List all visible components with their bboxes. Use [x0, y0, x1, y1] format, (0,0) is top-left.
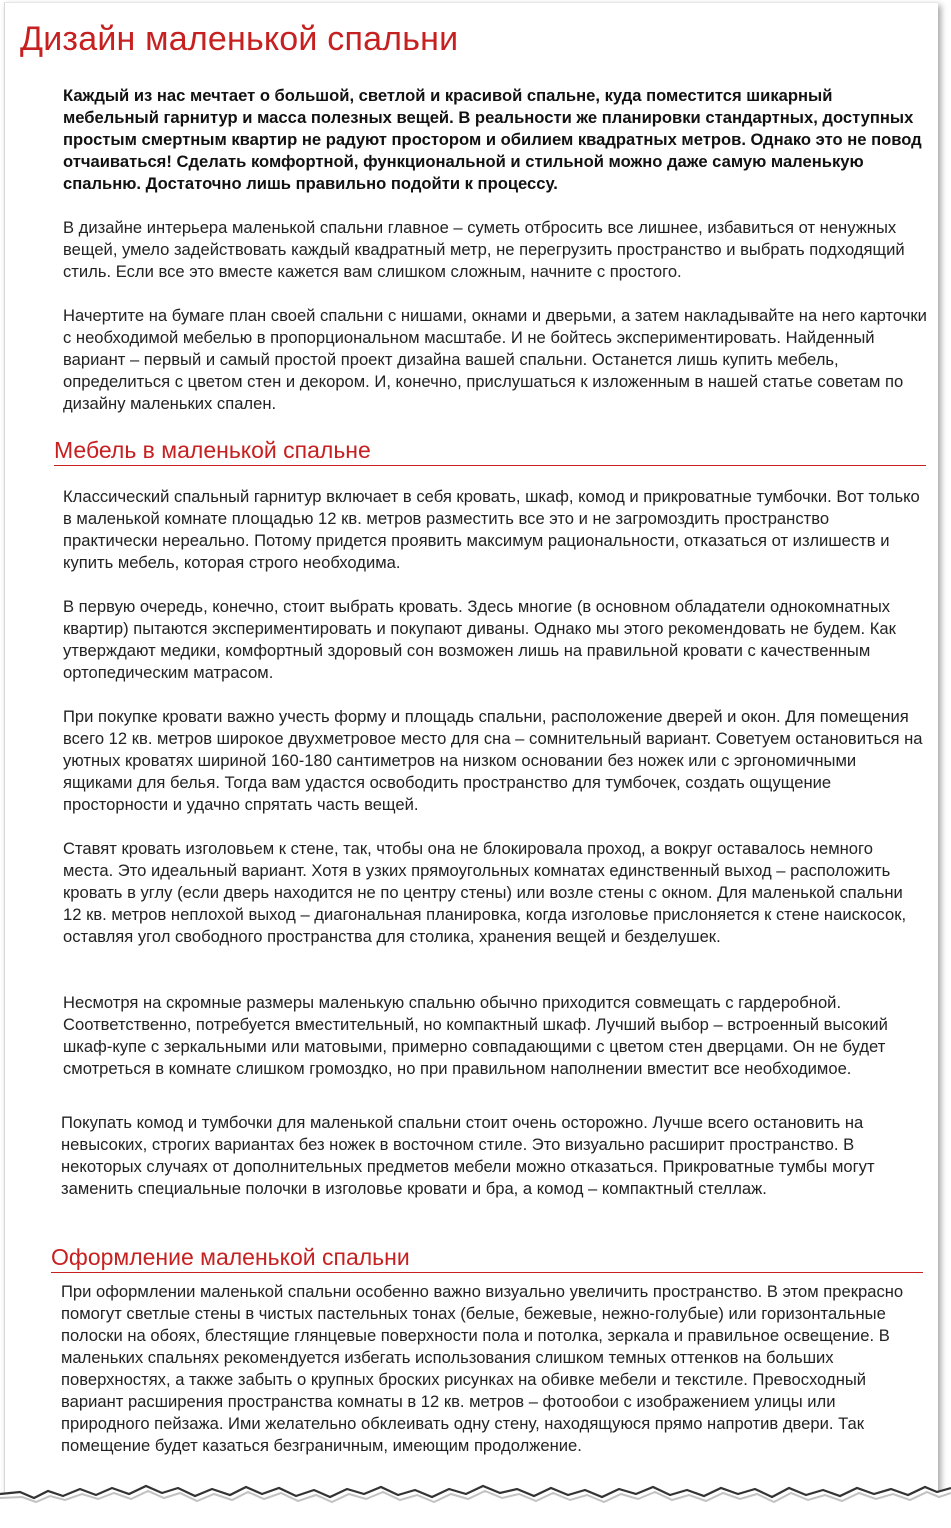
page-title: Дизайн маленькой спальни [20, 20, 459, 58]
body-paragraph: Начертите на бумаге план своей спальни с нишами, окнами и дверьми, а затем накладывайте на него карточки с необходимой мебелью в пропорциональном масштабе. И не бойтесь экспериментировать. Найденный вариант – первый и самый простой проект дизайна вашей спальни. Останется лишь купить мебель, определиться с цветом стен и декором. И, конечно, прислушаться к изложенным в нашей статье советам по дизайну маленьких спален. [63, 306, 927, 413]
torn-paper-edge [0, 1474, 951, 1528]
body-paragraph: Классический спальный гарнитур включает в себя кровать, шкаф, комод и прикроватные тумбочки. Вот только в маленькой комнате площадью 12 кв. метров разместить все это и не загромоздить пространство практически нереально. Потому придется проявить максимум рациональности, отказаться от излишеств и купить мебель, которая строго необходима. [63, 487, 920, 572]
body-paragraph: Несмотря на скромные размеры маленькую спальню обычно приходится совмещать с гардеробной. Соответственно, потребуется вместительный, но компактный шкаф. Лучший выбор – встроенный высокий шкаф-купе с зеркальными или матовыми, примерно совпадающими с цветом стен дверцами. Он не будет смотреться в комнате слишком громоздко, но при правильном наполнении вместит все необходимое. [63, 993, 888, 1078]
body-paragraph: При оформлении маленькой спальни особенно важно визуально увеличить пространство. В этом прекрасно помогут светлые стены в чистых пастельных тонах (белые, бежевые, нежно-голубые) или горизонтальные полоски на обоях, блестящие глянцевые поверхности пола и потолка, зеркала и правильное освещение. В маленьких спальнях рекомендуется избегать использования слишком темных оттенков на больших поверхностях, а также забыть о крупных броских рисунках на обивке мебели и текстиле. Превосходный вариант расширения пространства комнаты в 12 кв. метров – фотообои с изображением улицы или природного пейзажа. Ими желательно обклеивать одну стену, находящуюся прямо напротив двери. Так помещение будет казаться безграничным, имеющим продолжение. [61, 1282, 904, 1455]
intro-paragraph: Каждый из нас мечтает о большой, светлой и красивой спальне, куда поместится шикарный мебельный гарнитур и масса полезных вещей. В реальности же планировки стандартных, доступных простым смертным квартир не радуют простором и обилием квадратных метров. Однако это не повод отчаиваться! Сделать комфортной, функциональной и стильной можно даже самую маленькую спальню. Достаточно лишь правильно подойти к процессу. [63, 86, 922, 193]
body-paragraph: В первую очередь, конечно, стоит выбрать кровать. Здесь многие (в основном обладатели однокомнатных квартир) пытаются экспериментировать и покупают диваны. Однако мы этого рекомендовать не будем. Как утверждают медики, комфортный здоровый сон возможен лишь на правильной кровати с качественным ортопедическим матрасом. [63, 597, 896, 682]
body-paragraph: При покупке кровати важно учесть форму и площадь спальни, расположение дверей и окон. Для помещения всего 12 кв. метров широкое двухметровое место для сна – сомнительный вариант. Советуем остановиться на уютных кроватях шириной 160-180 сантиметров на низком основании без ножек или с эргономичными ящиками для белья. Тогда вам удастся освободить пространство для тумбочек, создать ощущение просторности и удачно спрятать часть вещей. [63, 707, 923, 814]
section-heading-decoration: Оформление маленькой спальни [51, 1242, 923, 1273]
body-paragraph: Покупать комод и тумбочки для маленькой спальни стоит очень осторожно. Лучше всего остановить на невысоких, строгих вариантах без ножек в восточном стиле. Это визуально расширит пространство. В некоторых случаях от дополнительных предметов мебели можно отказаться. Прикроватные тумбы могут заменить специальные полочки в изголовье кровати и бра, а комод – компактный стеллаж. [61, 1113, 875, 1198]
section-heading-furniture: Мебель в маленькой спальне [54, 435, 926, 466]
body-paragraph: В дизайне интерьера маленькой спальни главное – суметь отбросить все лишнее, избавиться от ненужных вещей, умело задействовать каждый квадратный метр, не перегрузить пространство и выбрать подходящий стиль. Если все это вместе кажется вам слишком сложным, начните с простого. [63, 218, 905, 281]
body-paragraph: Ставят кровать изголовьем к стене, так, чтобы она не блокировала проход, а вокруг оставалось немного места. Это идеальный вариант. Хотя в узких прямоугольных комнатах единственный выход – расположить кровать в углу (если дверь находится не по центру стены) или возле стены с окном. Для маленькой спальни 12 кв. метров неплохой выход – диагональная планировка, когда изголовье прислоняется к стене наискосок, оставляя угол свободного пространства для столика, хранения вещей и безделушек. [63, 839, 907, 946]
